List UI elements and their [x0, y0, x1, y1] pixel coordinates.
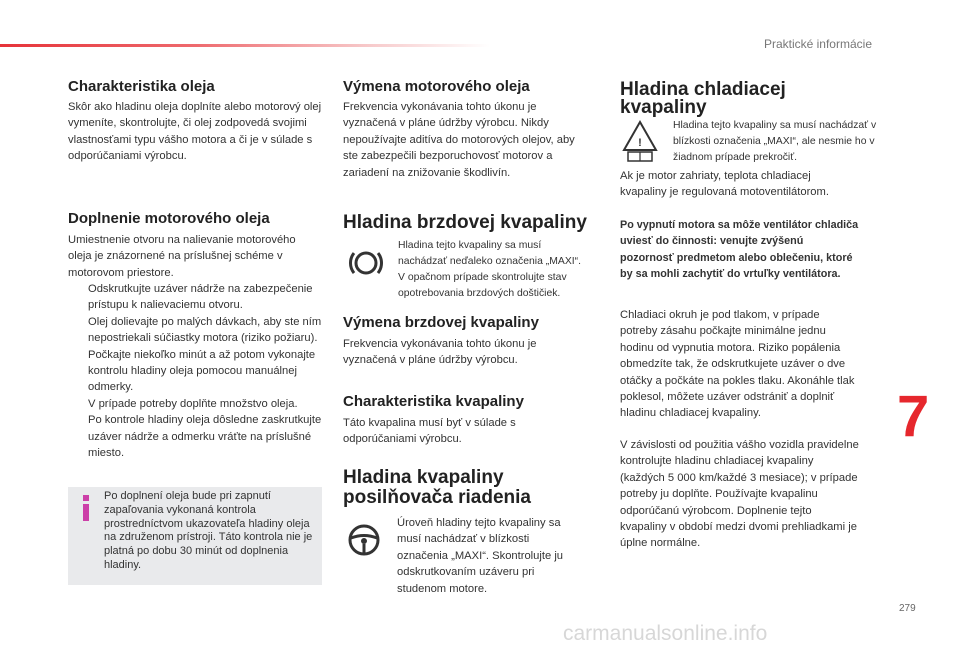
oil-change-text: Frekvencia vykonávania tohto úkonu je vyznačená v pláne údržby výrobcu. Nikdy nepoužívajte aditíva do motorových olejov, aby ste zabezpečili bezporuchovosť motorov a zariadení na znižovanie škodlivín.	[343, 101, 575, 179]
list-item	[68, 347, 322, 396]
list-item-text: Po kontrole hladiny oleja dôsledne zaskrutkujte uzáver nádrže a odmerku vráťte na príslušné miesto.	[88, 414, 322, 460]
oil-characteristics-title: Charakteristika oleja	[68, 78, 215, 95]
hot-pressure-warning-icon	[622, 120, 658, 162]
steering-fluid-title-line1: Hladina kvapaliny	[343, 467, 504, 488]
coolant-icon-text: Hladina tejto kvapaliny sa musí nachádzať v blízkosti označenia „MAXI“, ale nesmie ho v žiadnom prípade prekročiť.	[673, 120, 877, 163]
list-item	[68, 281, 322, 314]
coolant-title-line1: Hladina chladiacej	[620, 79, 786, 100]
list-item-text: Olej dolievajte po malých dávkach, aby ste ním nepostriekali súčiastky motora (riziko požiaru).	[88, 315, 322, 345]
list-item	[68, 396, 322, 412]
brake-warning-icon	[348, 245, 384, 281]
page-number: 279	[899, 603, 916, 614]
oil-fill-steps	[68, 281, 322, 461]
coolant-title-line2: kvapaliny	[620, 97, 707, 118]
info-note-text: Po doplnení oleja bude pri zapnutí zapaľovania vykonaná kontrola prostredníctvom ukazovateľa hladiny oleja na združenom prístroji. Táto kontrola nie je platná po dobu 30 minút od doplnenia hladiny.	[104, 490, 313, 571]
svg-text:!: !	[638, 137, 642, 149]
coolant-warning: Po vypnutí motora sa môže ventilátor chladiča uviesť do činnosti: venujte zvýšenú pozornosť predmetom alebo oblečeniu, ktoré by sa mohli zachytiť do vrtuľky ventilátora.	[620, 219, 859, 281]
section-title: Praktické informácie	[763, 37, 872, 51]
steering-wheel-icon	[347, 523, 381, 557]
header-accent-bar	[0, 44, 490, 47]
oil-change-title: Výmena motorového oleja	[343, 78, 530, 95]
oil-fill-intro: Umiestnenie otvoru na nalievanie motorového oleja je znázornené na príslušnej schéme v motorovom priestore.	[68, 234, 296, 279]
coolant-text-3: V závislosti od použitia vášho vozidla pravidelne kontrolujte hladinu chladiacej kvapaliny (každých 5 000 km/každé 3 mesiace); v prípade potreby ju doplňte. Používajte kvapalinu odporúčanú výrobcom. Doplnenie tejto kvapaliny v období medzi dvomi prehliadkami je úplne normálne.	[620, 439, 859, 550]
brake-fluid-text: Hladina tejto kvapaliny sa musí nachádzať neďaleko označenia „MAXI“. V opačnom prípade skontrolujte stav opotrebovania brzdových doštičiek.	[398, 240, 581, 299]
chapter-number: 7	[897, 384, 930, 449]
fluid-characteristics-title: Charakteristika kvapaliny	[343, 393, 524, 410]
info-icon	[80, 495, 92, 521]
info-note	[68, 487, 322, 585]
list-item-text: V prípade potreby doplňte množstvo oleja.	[88, 397, 298, 410]
brake-fluid-title: Hladina brzdovej kvapaliny	[343, 212, 587, 233]
list-item	[68, 412, 322, 461]
list-item	[68, 314, 322, 347]
coolant-text-1: Ak je motor zahriaty, teplota chladiacej kvapaliny je regulovaná motoventilátorom.	[620, 170, 829, 199]
oil-fill-title: Doplnenie motorového oleja	[68, 210, 270, 227]
coolant-text-2: Chladiaci okruh je pod tlakom, v prípade potreby zásahu počkajte minimálne jednu hodinu od vypnutia motora. Riziko popálenia obmedzíte tak, že odskrutkujete uzáver o dve otáčky a počkáte na pokles tlaku. Akonáhle tlak poklesol, môžete uzáver odstrániť a doplniť hladinu chladiacej kvapaliny.	[620, 309, 855, 420]
list-item-text: Počkajte niekoľko minút a až potom vykonajte kontrolu hladiny oleja pomocou manuálnej odmerky.	[88, 348, 316, 394]
list-item-text: Odskrutkujte uzáver nádrže na zabezpečenie prístupu k nalievaciemu otvoru.	[88, 283, 313, 312]
watermark: carmanualsonline.info	[563, 622, 768, 645]
steering-fluid-text: Úroveň hladiny tejto kvapaliny sa musí nachádzať v blízkosti označenia „MAXI“. Skontrolujte ju odskrutkovaním uzáveru pri studenom motore.	[397, 517, 564, 595]
brake-change-text: Frekvencia vykonávania tohto úkonu je vyznačená v pláne údržby výrobcu.	[343, 338, 537, 367]
fluid-characteristics-text: Táto kvapalina musí byť v súlade s odporúčaniami výrobcu.	[343, 417, 516, 446]
oil-characteristics-text: Skôr ako hladinu oleja doplníte alebo motorový olej vymeníte, skontrolujte, či olej zodpovedá svojimi vlastnosťami typu vášho motora a či je v súlade s odporúčaniami výrobcu.	[68, 101, 322, 163]
steering-fluid-title-line2: posilňovača riadenia	[343, 487, 531, 508]
brake-change-title: Výmena brzdovej kvapaliny	[343, 314, 539, 331]
